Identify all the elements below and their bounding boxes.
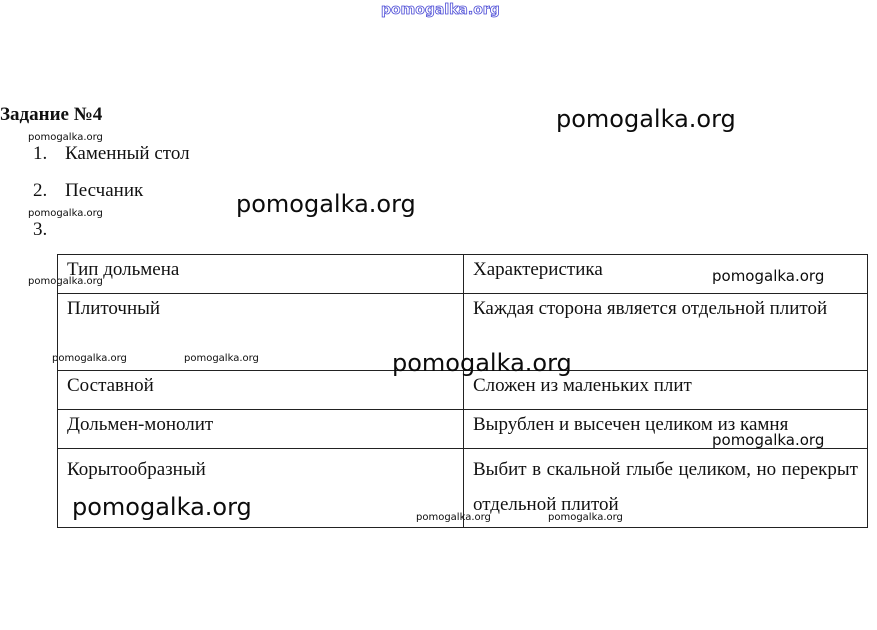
column-header-type: Тип дольмена (58, 255, 464, 294)
watermark: pomogalka.org (52, 353, 127, 364)
list-number: 1. (33, 143, 48, 164)
watermark: pomogalka.org (28, 132, 103, 143)
dolmen-type-cell: Составной (58, 371, 464, 410)
watermark: pomogalka.org (28, 276, 103, 287)
watermark: pomogalka.org (72, 493, 252, 521)
characteristic-cell: Выбит в скальной глыбе целиком, но перекрыт отдельной плитой (464, 449, 868, 528)
watermark: pomogalka.org (712, 431, 825, 449)
watermark-top: pomogalka.org (381, 2, 500, 18)
watermark: pomogalka.org (184, 353, 259, 364)
list-text: Каменный стол (65, 143, 190, 164)
characteristic-cell: Каждая сторона является отдельной плитой (464, 294, 868, 371)
watermark: pomogalka.org (556, 105, 736, 133)
watermark: pomogalka.org (392, 349, 572, 377)
list-number: 3. (33, 219, 48, 240)
characteristic-cell: Вырублен и высечен целиком из камня (464, 410, 868, 449)
list-item (33, 143, 190, 165)
list-item (33, 180, 143, 202)
watermark: pomogalka.org (416, 512, 491, 523)
column-header-characteristic: Характеристика (464, 255, 868, 294)
table-header-row (58, 255, 868, 294)
task-heading: Задание №4 (0, 104, 103, 125)
watermark: pomogalka.org (712, 267, 825, 285)
dolmen-type-cell: Дольмен-монолит (58, 410, 464, 449)
list-number: 2. (33, 180, 48, 201)
watermark: pomogalka.org (28, 208, 103, 219)
watermark: pomogalka.org (236, 190, 416, 218)
watermark: pomogalka.org (548, 512, 623, 523)
dolmen-type-cell: Плиточный (58, 294, 464, 371)
characteristic-cell: Сложен из маленьких плит (464, 371, 868, 410)
dolmen-type-cell: Корытообразный (58, 449, 464, 528)
dolmen-table (57, 254, 868, 528)
list-text: Песчаник (65, 180, 144, 201)
list-item (33, 219, 65, 241)
